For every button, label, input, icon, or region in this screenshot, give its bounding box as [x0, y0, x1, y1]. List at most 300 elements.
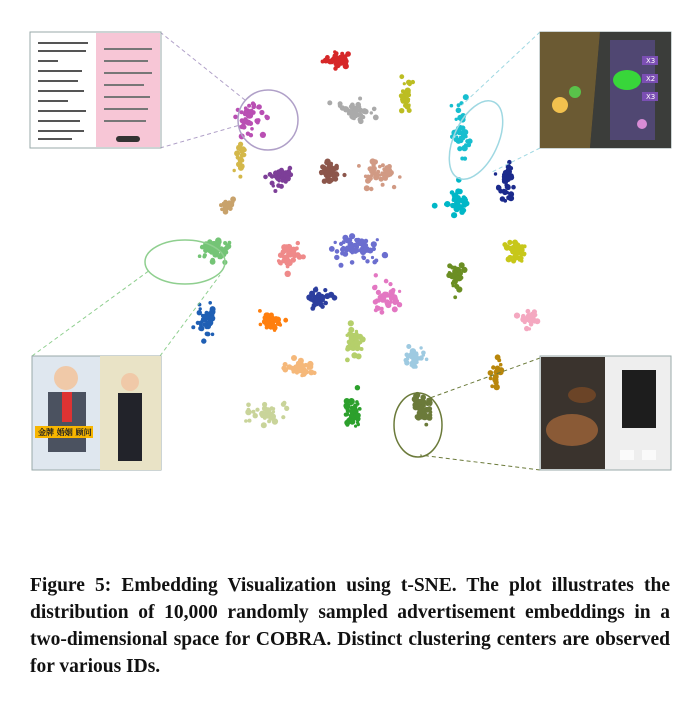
cluster-c19 — [372, 273, 402, 315]
point — [284, 254, 289, 259]
point — [376, 238, 379, 241]
point — [325, 159, 331, 165]
point — [228, 241, 232, 245]
point — [216, 239, 222, 245]
cluster-c24 — [404, 344, 429, 369]
scatter-points — [191, 50, 540, 428]
point — [238, 142, 243, 147]
point — [366, 175, 371, 180]
point — [373, 299, 378, 304]
point — [234, 150, 240, 156]
point — [329, 171, 332, 174]
point — [355, 385, 360, 390]
point — [372, 107, 377, 112]
point — [457, 103, 461, 107]
cluster-c4 — [327, 97, 378, 125]
point — [524, 326, 529, 331]
point — [260, 132, 266, 138]
thumbnail-bottom-right — [540, 356, 671, 470]
point — [358, 119, 364, 125]
point — [223, 209, 229, 215]
figure-caption — [30, 572, 670, 680]
point — [403, 82, 406, 85]
point — [371, 256, 374, 259]
point — [247, 112, 253, 118]
point — [286, 259, 291, 264]
point — [526, 309, 531, 314]
point — [283, 179, 287, 183]
cluster-c9 — [357, 158, 402, 191]
cluster-c26 — [488, 354, 505, 390]
point — [357, 240, 363, 246]
point — [459, 136, 462, 139]
cluster-c15 — [329, 233, 388, 268]
point — [400, 96, 406, 102]
point — [310, 306, 315, 311]
point — [342, 60, 348, 66]
point — [339, 242, 343, 246]
point — [495, 385, 500, 390]
point — [459, 262, 465, 268]
point — [452, 269, 456, 273]
point — [413, 404, 419, 410]
point — [455, 276, 461, 282]
point — [273, 189, 277, 193]
point — [450, 104, 454, 108]
point — [244, 117, 247, 120]
point — [349, 336, 355, 342]
point — [392, 306, 398, 312]
point — [334, 255, 339, 260]
connector-bottom-right — [420, 455, 540, 470]
point — [376, 290, 381, 295]
point — [270, 181, 275, 186]
point — [360, 249, 366, 255]
point — [349, 238, 352, 241]
point — [354, 425, 357, 428]
point — [238, 165, 244, 171]
point — [384, 177, 388, 181]
game-badge-2: X2 — [646, 75, 656, 83]
point — [499, 363, 503, 367]
point — [300, 374, 304, 378]
point — [392, 185, 396, 189]
point — [350, 260, 355, 265]
point — [324, 295, 328, 299]
point — [503, 199, 507, 203]
point — [404, 90, 408, 94]
point — [286, 265, 290, 269]
point — [372, 260, 377, 265]
point — [348, 327, 354, 333]
point — [198, 254, 202, 258]
cluster-c22 — [514, 309, 540, 331]
point — [244, 419, 248, 423]
point — [373, 115, 379, 121]
point — [308, 369, 314, 375]
point — [279, 323, 282, 326]
point — [519, 252, 523, 256]
point — [355, 400, 359, 404]
cluster-c28 — [343, 385, 361, 428]
point — [210, 250, 214, 254]
cluster-c18 — [306, 287, 337, 311]
point — [353, 112, 359, 118]
point — [351, 416, 354, 419]
point — [272, 410, 275, 413]
point — [462, 195, 467, 200]
point — [314, 297, 320, 303]
point — [283, 318, 288, 323]
point — [358, 407, 362, 411]
point — [326, 176, 330, 180]
point — [279, 184, 284, 189]
point — [295, 246, 299, 250]
point — [275, 317, 281, 323]
point — [418, 399, 423, 404]
connector-top-left — [160, 125, 240, 148]
point — [334, 241, 337, 244]
point — [295, 252, 300, 257]
point — [520, 316, 526, 322]
point — [456, 130, 461, 135]
point — [507, 240, 512, 245]
cluster-c17 — [446, 262, 467, 299]
point — [347, 112, 351, 116]
point — [202, 255, 206, 259]
point — [259, 110, 264, 115]
point — [198, 321, 202, 325]
figure-number: Figure 5: — [30, 575, 112, 596]
point — [210, 306, 216, 312]
point — [379, 177, 384, 182]
point — [346, 345, 352, 351]
point — [380, 171, 383, 174]
point — [343, 55, 347, 59]
point — [268, 172, 273, 177]
cluster-c8 — [319, 159, 347, 184]
point — [514, 313, 520, 319]
point — [307, 361, 313, 367]
point — [240, 150, 244, 154]
point — [207, 320, 213, 326]
point — [466, 143, 471, 148]
point — [314, 287, 317, 290]
point — [351, 407, 356, 412]
point — [380, 296, 385, 301]
point — [390, 295, 393, 298]
point — [208, 301, 212, 305]
point — [515, 242, 520, 247]
point — [444, 201, 450, 207]
point — [332, 174, 336, 178]
point — [489, 376, 493, 380]
point — [284, 406, 289, 411]
point — [380, 310, 385, 315]
point — [271, 416, 275, 420]
point — [271, 322, 275, 326]
point — [372, 285, 377, 290]
point — [348, 320, 354, 326]
point — [254, 118, 259, 123]
point — [350, 399, 355, 404]
point — [233, 169, 236, 172]
point — [533, 313, 537, 317]
thumbnail-top-left — [30, 32, 161, 148]
point — [233, 115, 238, 120]
point — [273, 329, 276, 332]
point — [303, 369, 309, 375]
presenter-badge: 金牌 婚姻 顾问 — [38, 428, 92, 437]
point — [371, 166, 377, 172]
point — [360, 336, 366, 342]
point — [399, 74, 404, 79]
point — [432, 203, 438, 209]
cluster-c11 — [432, 177, 470, 218]
thumbnail-top-right — [540, 32, 671, 148]
point — [211, 333, 215, 337]
point — [265, 115, 270, 120]
point — [424, 423, 428, 427]
point — [191, 325, 195, 329]
point — [323, 288, 327, 292]
point — [203, 315, 207, 319]
point — [202, 323, 206, 327]
point — [344, 420, 350, 426]
game-badge-3: X3 — [646, 93, 656, 101]
point — [455, 136, 458, 139]
point — [354, 340, 357, 343]
point — [496, 185, 502, 191]
point — [451, 281, 455, 285]
connector-top-left — [160, 32, 245, 100]
point — [251, 105, 256, 110]
cluster-c23 — [345, 320, 366, 362]
point — [410, 361, 415, 366]
point — [330, 166, 334, 170]
point — [286, 171, 291, 176]
cluster-c25 — [281, 355, 316, 377]
point — [247, 120, 251, 124]
point — [355, 246, 359, 250]
point — [518, 258, 522, 262]
cluster-c1 — [321, 50, 351, 71]
connector-bottom-right — [430, 358, 540, 398]
point — [493, 380, 498, 385]
point — [381, 163, 385, 167]
point — [344, 413, 348, 417]
point — [342, 173, 346, 177]
point — [201, 338, 206, 343]
point — [495, 354, 501, 360]
point — [349, 245, 355, 251]
point — [414, 365, 418, 369]
caption-text: Embedding Visualization using t-SNE. The plot illustrates the distribution of 10,000 randomly sampled advertisement embeddings in a two-dimensional space for COBRA. Distinct clustering centers are observed for various IDs. — [30, 575, 670, 677]
point — [327, 100, 332, 105]
point — [449, 274, 453, 278]
cluster-c14 — [277, 241, 306, 277]
point — [246, 403, 251, 408]
point — [362, 108, 368, 114]
connector-top-right — [492, 148, 540, 172]
point — [335, 249, 340, 254]
point — [255, 408, 259, 412]
point — [454, 284, 459, 289]
point — [414, 352, 419, 357]
point — [341, 246, 345, 250]
cluster-c27 — [244, 401, 289, 429]
point — [495, 369, 499, 373]
point — [494, 172, 497, 175]
point — [456, 202, 459, 205]
point — [248, 419, 252, 423]
point — [277, 259, 281, 263]
point — [387, 164, 392, 169]
point — [261, 422, 267, 428]
point — [370, 111, 373, 114]
point — [416, 356, 420, 360]
thumbnail-bottom-left — [32, 356, 161, 470]
point — [417, 410, 423, 416]
point — [281, 366, 286, 371]
cluster-c16 — [502, 240, 526, 264]
point — [334, 51, 338, 55]
point — [256, 105, 260, 109]
point — [381, 183, 385, 187]
point — [258, 309, 262, 313]
point — [419, 346, 422, 349]
point — [247, 104, 251, 108]
point — [429, 401, 433, 405]
point — [355, 413, 361, 419]
point — [453, 197, 457, 201]
cluster-c7 — [263, 166, 293, 193]
point — [199, 307, 202, 310]
point — [506, 169, 510, 173]
point — [346, 334, 349, 337]
cluster-c20 — [191, 301, 215, 344]
point — [224, 246, 229, 251]
point — [334, 165, 339, 170]
point — [281, 415, 285, 419]
point — [351, 352, 357, 358]
point — [309, 291, 315, 297]
point — [205, 311, 209, 315]
point — [332, 294, 335, 297]
point — [259, 323, 263, 327]
point — [323, 301, 328, 306]
point — [344, 404, 350, 410]
point — [453, 295, 457, 299]
point — [508, 175, 514, 181]
point — [275, 177, 279, 181]
point — [511, 185, 516, 190]
point — [384, 279, 389, 284]
point — [365, 259, 369, 263]
point — [223, 241, 227, 245]
point — [427, 415, 433, 421]
point — [259, 411, 265, 417]
point — [197, 310, 202, 315]
point — [319, 296, 324, 301]
point — [296, 241, 300, 245]
point — [498, 367, 504, 373]
point — [253, 413, 258, 418]
point — [282, 401, 286, 405]
point — [263, 175, 268, 180]
point — [382, 252, 388, 258]
point — [456, 108, 462, 114]
point — [451, 212, 457, 218]
point — [244, 106, 248, 110]
game-badge-1: X3 — [646, 57, 656, 65]
point — [519, 247, 524, 252]
point — [369, 187, 373, 191]
point — [265, 407, 271, 413]
point — [273, 170, 278, 175]
connector-left — [32, 270, 150, 356]
point — [399, 108, 404, 113]
point — [462, 129, 468, 135]
point — [217, 255, 222, 260]
connector-top-right — [462, 32, 540, 105]
point — [403, 103, 408, 108]
point — [350, 418, 353, 421]
point — [406, 344, 411, 349]
point — [349, 233, 355, 239]
point — [327, 59, 332, 64]
point — [334, 58, 339, 63]
point — [249, 133, 253, 137]
point — [385, 300, 390, 305]
point — [531, 317, 536, 322]
point — [502, 242, 507, 247]
point — [362, 256, 366, 260]
point — [398, 175, 402, 179]
point — [388, 282, 392, 286]
point — [343, 106, 348, 111]
point — [457, 189, 463, 195]
point — [385, 292, 389, 296]
point — [320, 304, 325, 309]
point — [405, 353, 410, 358]
point — [349, 104, 354, 109]
point — [295, 364, 301, 370]
point — [398, 290, 401, 293]
point — [411, 80, 415, 84]
point — [415, 361, 418, 364]
point — [357, 164, 361, 168]
point — [210, 258, 215, 263]
point — [502, 189, 508, 195]
point — [425, 358, 429, 362]
point — [374, 273, 378, 277]
point — [364, 185, 370, 191]
point — [238, 157, 244, 163]
point — [247, 408, 251, 412]
highlight-ellipse-top-right — [438, 93, 513, 188]
point — [506, 256, 512, 262]
point — [504, 183, 508, 187]
cluster-c3 — [399, 74, 415, 113]
point — [426, 409, 430, 413]
point — [506, 195, 511, 200]
point — [358, 97, 362, 101]
point — [406, 357, 409, 360]
point — [345, 358, 350, 363]
point — [502, 174, 507, 179]
point — [351, 251, 354, 254]
